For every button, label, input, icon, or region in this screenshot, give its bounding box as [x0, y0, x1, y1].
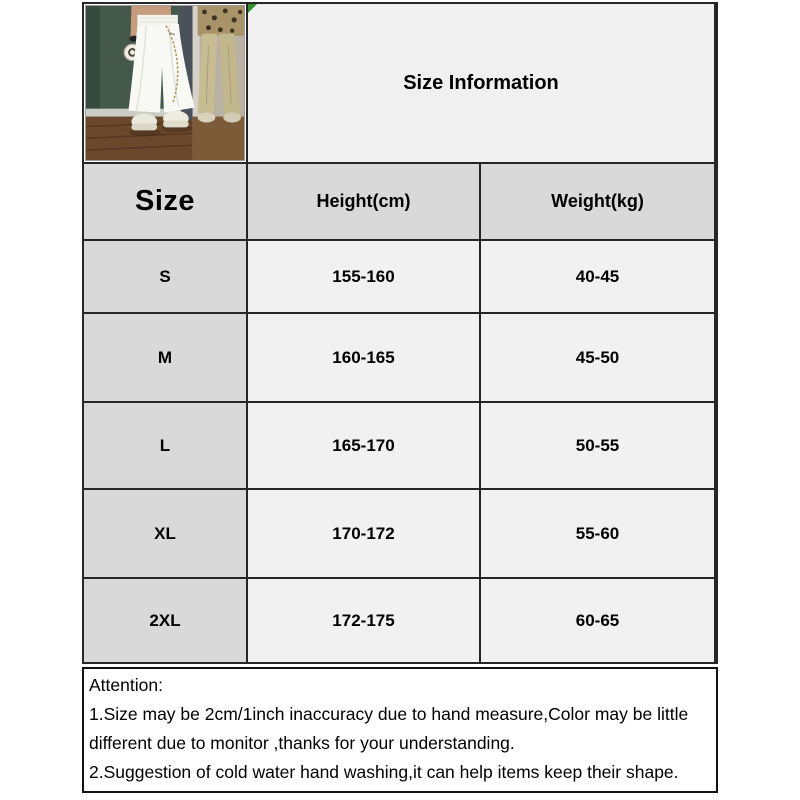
size-chart-sheet	[82, 2, 718, 793]
attention-heading: Attention:	[89, 675, 163, 695]
size-label-cell: XL	[84, 490, 246, 577]
height-value-cell: 165-170	[248, 403, 479, 488]
weight-value-cell: 60-65	[481, 579, 714, 662]
column-header-size: Size	[84, 164, 246, 239]
weight-value-cell: 40-45	[481, 241, 714, 312]
size-label-cell: 2XL	[84, 579, 246, 662]
product-photo	[84, 4, 246, 162]
height-value-cell: 172-175	[248, 579, 479, 662]
height-value-cell: 160-165	[248, 314, 479, 401]
height-value-cell: 155-160	[248, 241, 479, 312]
size-table	[82, 2, 718, 664]
column-header-weight: Weight(kg)	[481, 164, 714, 239]
attention-box	[82, 667, 718, 793]
page-title: Size Information	[403, 71, 559, 94]
weight-value-cell: 50-55	[481, 403, 714, 488]
attention-note: 1.Size may be 2cm/1inch inaccuracy due to hand measure,Color may be little different due to monitor ,thanks for your understanding.	[89, 704, 689, 753]
column-header-height: Height(cm)	[248, 164, 479, 239]
size-label-cell: S	[84, 241, 246, 312]
size-information-title-cell	[248, 4, 714, 162]
green-corner-marker-icon	[248, 4, 257, 13]
weight-value-cell: 55-60	[481, 490, 714, 577]
height-value-cell: 170-172	[248, 490, 479, 577]
weight-value-cell: 45-50	[481, 314, 714, 401]
size-label-cell: L	[84, 403, 246, 488]
attention-note: 2.Suggestion of cold water hand washing,it can help items keep their shape.	[89, 762, 679, 782]
size-label-cell: M	[84, 314, 246, 401]
product-photo-illustration	[86, 6, 244, 160]
